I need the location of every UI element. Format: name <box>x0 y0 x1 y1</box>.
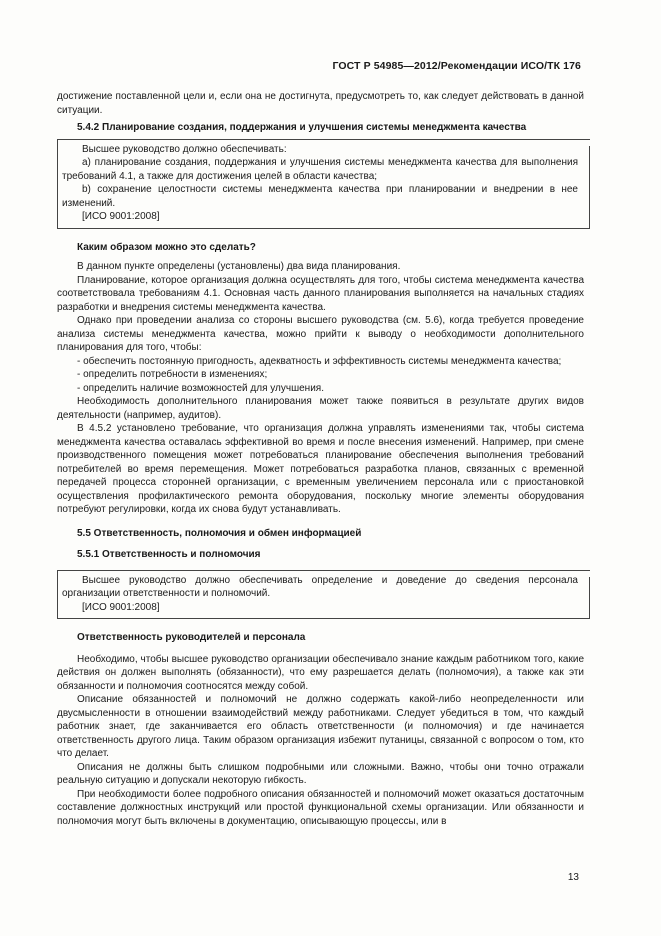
paragraph: Необходимо, чтобы высшее руководство организации обеспечивало знание каждым работником того, какие действия он должен выполнять (обязанности), что ему разрешается делать (полномочия), а также как эти обязанности и полномочия соотносятся между собой. <box>57 653 584 692</box>
section-heading-5-5-1: 5.5.1 Ответственность и полномочия <box>77 549 261 560</box>
paragraph: достижение поставленной цели и, если она не достигнута, предусмотреть то, как следует действовать в данной ситуации. <box>57 91 584 116</box>
bullet-item: - обеспечить постоянную пригодность, адекватность и эффективность системы менеджмента качества; <box>77 355 562 367</box>
paragraph: Планирование, которое организация должна осуществлять для того, чтобы система менеджмента качества соответствовала требованиям 4.1. Основная часть данного планирования выполняется на начальных стадиях разработки и внедрения системы менеджмента качества. <box>57 274 584 313</box>
box-line: b) сохранение целостности системы менеджмента качества при планировании и внедрении в нее изменений. <box>62 184 578 209</box>
bullet-item: - определить наличие возможностей для улучшения. <box>77 382 324 394</box>
box-reference: [ИСО 9001:2008] <box>82 211 160 222</box>
requirement-box-2 <box>57 570 590 620</box>
section-heading-5-5: 5.5 Ответственность, полномочия и обмен информацией <box>77 527 362 539</box>
paragraph: В данном пункте определены (установлены) два вида планирования. <box>77 261 401 272</box>
page-body <box>57 90 584 828</box>
box-line: Высшее руководство должно обеспечивать: <box>82 143 287 155</box>
section-heading-5-4-2: 5.4.2 Планирование создания, поддержания и улучшения системы менеджмента качества <box>77 122 527 133</box>
bullet-item: - определить потребности в изменениях; <box>77 369 268 380</box>
box-reference: [ИСО 9001:2008] <box>82 601 160 613</box>
running-header: ГОСТ Р 54985—2012/Рекомендации ИСО/ТК 176 <box>332 60 581 72</box>
box-line: a) планирование создания, поддержания и улучшения системы менеджмента качества для выполнения требований 4.1, а также для достижения целей в области качества; <box>62 157 578 182</box>
subheading-how: Каким образом можно это сделать? <box>77 241 256 253</box>
page-number: 13 <box>567 872 579 883</box>
paragraph: Однако при проведении анализа со стороны высшего руководства (см. 5.6), когда требуется проведение анализа системы менеджмента качества, можно прийти к выводу о необходимости дополнительного планирования для того, чтобы: <box>57 315 584 353</box>
paragraph: Необходимость дополнительного планирования может также появиться в результате других видов деятельности (например, аудитов). <box>57 396 584 421</box>
subheading-responsibility: Ответственность руководителей и персонала <box>77 632 306 643</box>
paragraph: Описания не должны быть слишком подробными или сложными. Важно, чтобы они точно отражали реальную ситуацию и допускали некоторую гибкость. <box>57 761 584 786</box>
paragraph: При необходимости более подробного описания обязанностей и полномочий может оказаться достаточным составление должностных инструкций или простой функциональной схемы организации. Или обязанности и полномочия могут быть включены в документацию, описывающую процессы, или в <box>57 788 584 827</box>
box-line: Высшее руководство должно обеспечивать определение и доведение до сведения персонала организации ответственности и полномочий. <box>62 574 578 599</box>
paragraph: Описание обязанностей и полномочий не должно содержать какой-либо неопределенности или двусмысленности в отношении взаимодействий между работниками. Следует убедиться в том, что каждый работник знает, где заканчивается его область ответственности (и полномочия) и где начинается ответственность другого лица. Таким образом организация избежит путаницы, связанной с вопросом о том, кто что делает. <box>57 694 584 759</box>
paragraph: В 4.5.2 установлено требование, что организация должна управлять изменениями так, чтобы система менеджмента качества оставалась эффективной во время и после внесения изменений. Например, при смене производственного помещения может потребоваться планирование обеспечения выполнения требований потребителей во время перемещения. Может потребоваться разработка планов, связанных с временной передачей процесса сторонней организации, с временным увеличением персонала или с приостановкой осуществления профилактического ремонта оборудования, поскольку многие элементы оборудования потребуют регулировки, когда их снова будут устанавливать. <box>57 423 584 515</box>
requirement-box-1 <box>57 139 590 229</box>
